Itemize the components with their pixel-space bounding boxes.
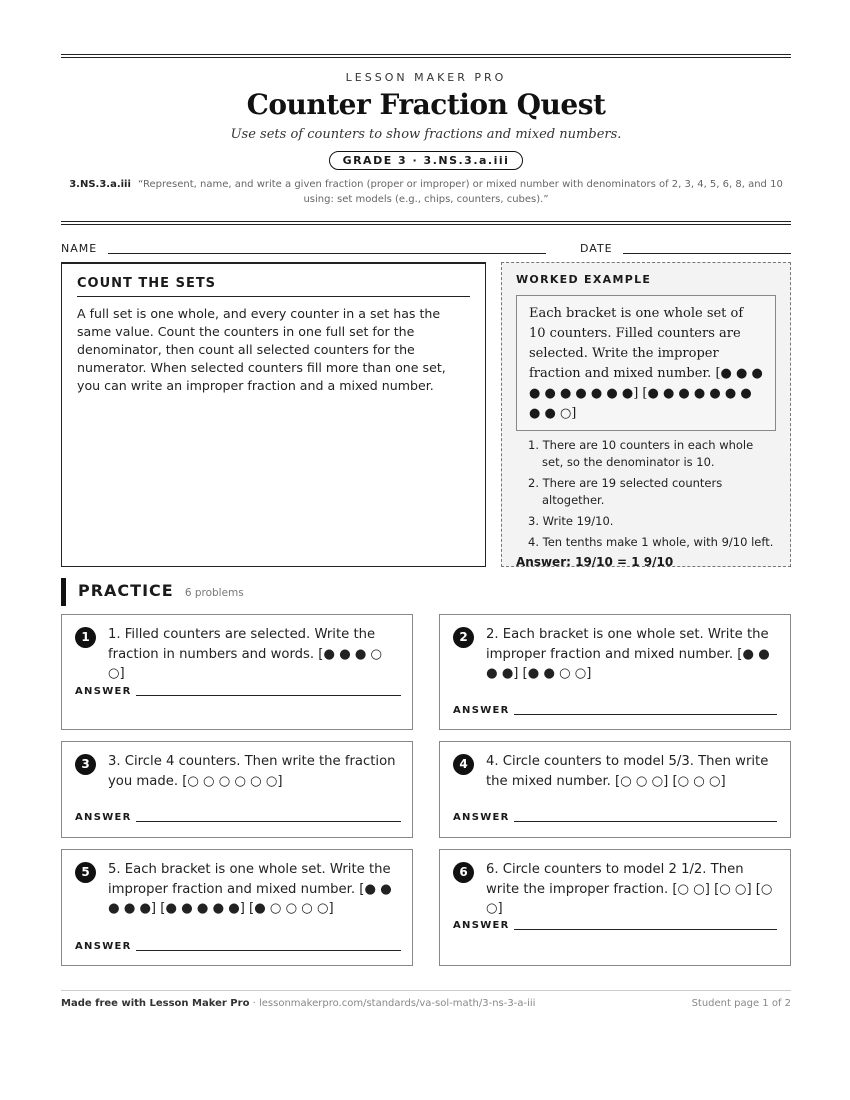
answer-label: ANSWER (453, 920, 510, 931)
page-subtitle: Use sets of counters to show fractions and mixed numbers. (230, 127, 622, 142)
problem-number-badge: 6 (453, 862, 474, 883)
footer-made-with: Made free with Lesson Maker Pro (61, 998, 250, 1009)
count-sets-title: COUNT THE SETS (77, 276, 470, 297)
problem-card-4 (439, 741, 791, 838)
answer-field[interactable] (514, 929, 777, 930)
header-bottom-rule (61, 221, 791, 225)
problem-card-3 (61, 741, 413, 838)
problem-card-5 (61, 849, 413, 966)
standard-description (61, 177, 791, 207)
top-rule (61, 54, 791, 58)
standard-code: 3.NS.3.a.iii (69, 179, 131, 190)
grade-badge: GRADE 3 · 3.NS.3.a.iii (329, 151, 524, 170)
page-footer (61, 990, 791, 1009)
answer-label: ANSWER (75, 686, 132, 697)
worked-example-answer: Answer: 19/10 = 1 9/10 (516, 555, 674, 569)
answer-field[interactable] (514, 821, 777, 822)
answer-label: ANSWER (453, 705, 510, 716)
problem-number-badge: 2 (453, 627, 474, 648)
answer-field[interactable] (136, 695, 401, 696)
problem-text: 2. Each bracket is one whole set. Write the improper fraction and mixed number. [● ● ● ●] [● ● ○ ○] (486, 627, 770, 681)
practice-title: PRACTICE (78, 581, 174, 600)
problem-number-badge: 4 (453, 754, 474, 775)
page-title: Counter Fraction Quest (246, 88, 606, 121)
date-label: DATE (580, 242, 613, 255)
problem-text: 4. Circle counters to model 5/3. Then write the mixed number. [○ ○ ○] [○ ○ ○] (486, 754, 769, 789)
name-label: NAME (61, 242, 98, 255)
answer-field[interactable] (136, 950, 401, 951)
worked-example-step: 1. There are 10 counters in each whole set, so the denominator is 10. (528, 438, 754, 469)
problem-text: 3. Circle 4 counters. Then write the fraction you made. [○ ○ ○ ○ ○ ○] (108, 754, 396, 789)
worked-example-prompt: Each bracket is one whole set of 10 counters. Filled counters are selected. Write the improper fraction and mixed number. [● ● ● ● ● ● ● ● ● ●] [● ● ● ● ● ● ● ● ● ○] (516, 295, 776, 431)
footer-url[interactable]: · lessonmakerpro.com/standards/va-sol-math/3-ns-3-a-iii (252, 998, 536, 1009)
practice-heading (61, 578, 244, 606)
problem-text: 6. Circle counters to model 2 1/2. Then write the improper fraction. [○ ○] [○ ○] [○ ○] (486, 862, 773, 916)
worked-example-step: 4. Ten tenths make 1 whole, with 9/10 left. (528, 535, 774, 549)
problem-number-badge: 5 (75, 862, 96, 883)
problem-number-badge: 1 (75, 627, 96, 648)
footer-page-number: Student page 1 of 2 (691, 998, 791, 1009)
worked-example-title: WORKED EXAMPLE (516, 273, 652, 286)
date-field[interactable] (623, 253, 791, 254)
worked-example-panel (501, 262, 791, 567)
name-field[interactable] (108, 253, 546, 254)
answer-label: ANSWER (75, 812, 132, 823)
worked-example-step: 2. There are 19 selected counters altogether. (528, 476, 723, 507)
name-date-row (61, 241, 791, 263)
practice-count: 6 problems (184, 587, 244, 599)
answer-field[interactable] (514, 714, 777, 715)
worksheet-page (61, 54, 791, 1009)
count-the-sets-panel (61, 262, 486, 567)
problem-card-1 (61, 614, 413, 730)
problem-text: 5. Each bracket is one whole set. Write the improper fraction and mixed number. [● ● ● ● ●] [● ● ● ● ●] [● ○ ○ ○ ○] (108, 862, 392, 916)
problem-text: 1. Filled counters are selected. Write the fraction in numbers and words. [● ● ● ○ ○] (108, 627, 383, 681)
count-sets-body: A full set is one whole, and every counter in a set has the same value. Count the counters in one full set for the denominator, then count all selected counters for the numerator. When selected counters fill more than one set, you can write an improper fraction and a mixed number. (77, 306, 446, 393)
problem-card-6 (439, 849, 791, 966)
worked-example-steps (516, 437, 776, 551)
answer-label: ANSWER (75, 941, 132, 952)
brand-label: LESSON MAKER PRO (345, 71, 507, 84)
problem-number-badge: 3 (75, 754, 96, 775)
standard-text: “Represent, name, and write a given fraction (proper or improper) or mixed number with denominators of 2, 3, 4, 5, 6, 8, and 10 using: set models (e.g., chips, counters, cubes).” (138, 179, 783, 205)
answer-label: ANSWER (453, 812, 510, 823)
problem-card-2 (439, 614, 791, 730)
worked-example-step: 3. Write 19/10. (528, 514, 614, 528)
answer-field[interactable] (136, 821, 401, 822)
